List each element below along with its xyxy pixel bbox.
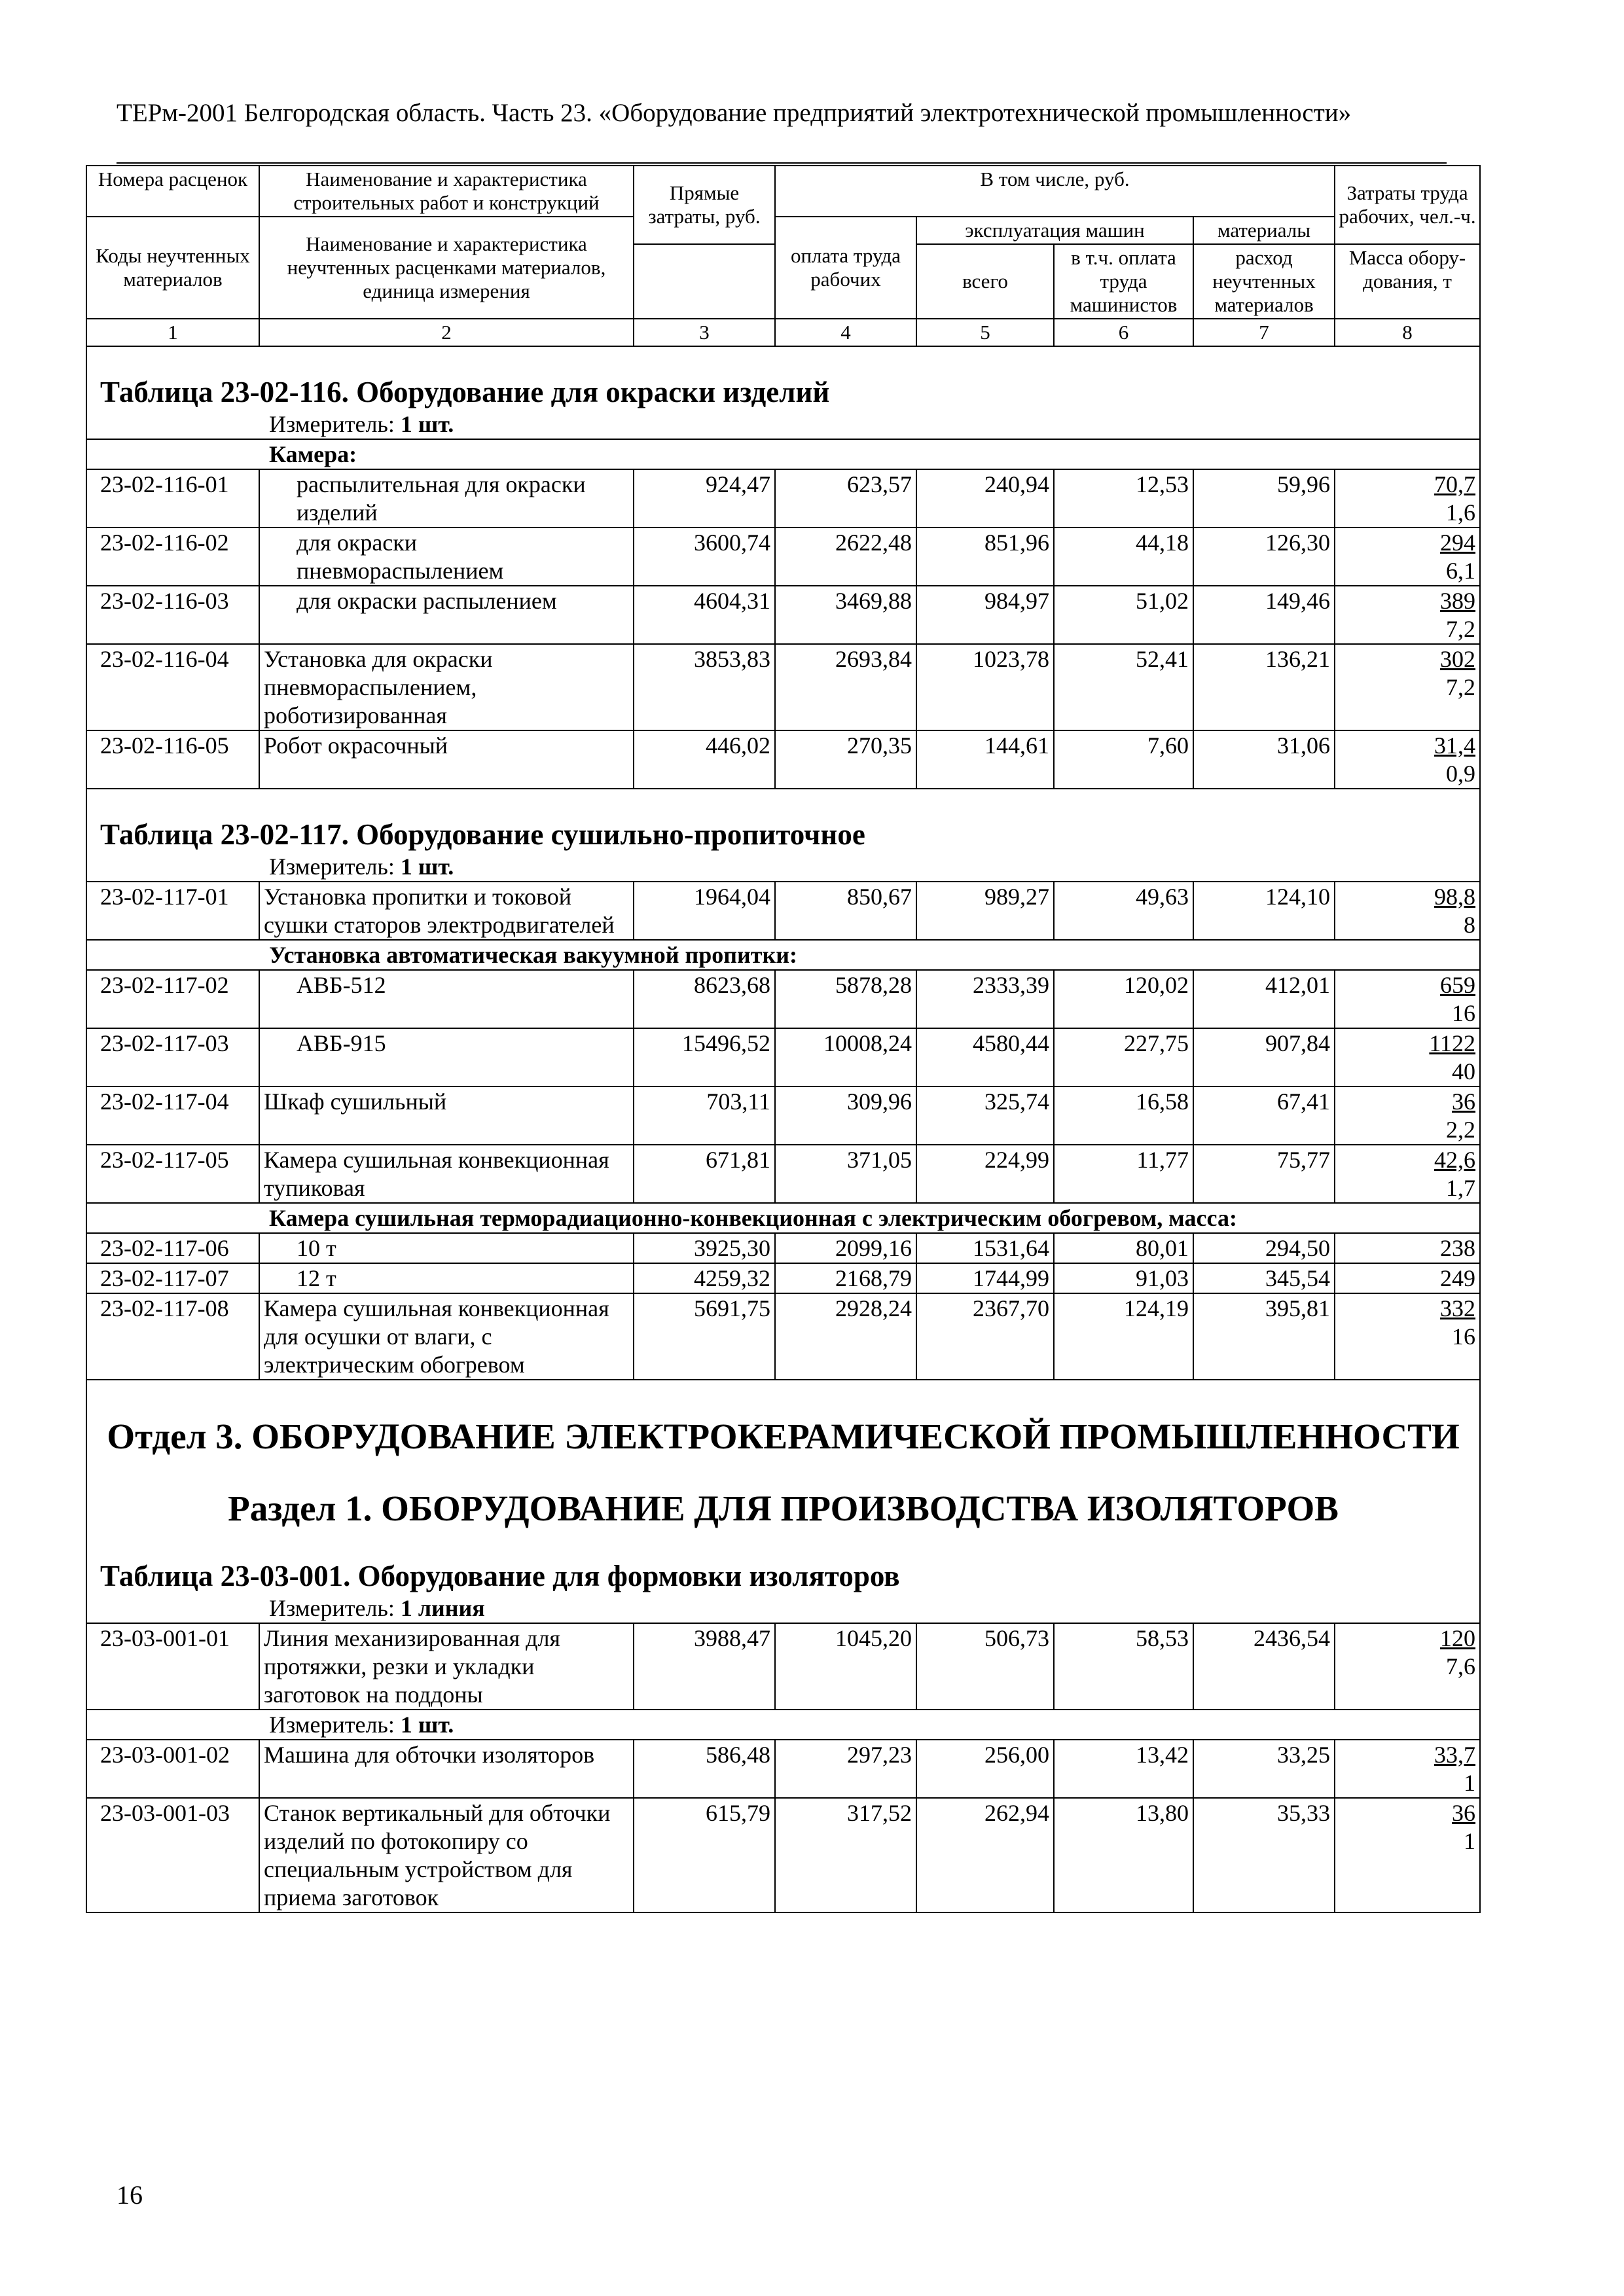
direct-costs: 3600,74 [634,528,775,586]
table-row [86,528,1480,586]
direct-costs: 1964,04 [634,882,775,940]
machine-costs: 224,99 [916,1145,1054,1203]
rate-name: распылительная для окраски изделий [259,469,634,528]
measure-value: 1 шт. [400,853,454,880]
labor-value: 36 [1452,1088,1476,1115]
col-mat-usage-header: расход неучтенных материалов [1193,244,1335,319]
labor-value: 33,7 [1434,1742,1476,1768]
materials-costs: 35,33 [1193,1798,1335,1912]
rate-code: 23-02-117-04 [86,1086,259,1145]
operator-wages: 124,19 [1054,1293,1193,1380]
table-row [86,1263,1480,1293]
col-wages-header: оплата труда рабочих [775,217,916,319]
labor-mass [1335,469,1480,528]
worker-wages: 309,96 [775,1086,916,1145]
col-number: 7 [1193,319,1335,346]
table-title: Таблица 23-02-116. Оборудование для окраски изделий [86,346,1480,410]
mass-value: 7,2 [1446,674,1476,700]
rate-name: 10 т [259,1233,634,1263]
worker-wages: 850,67 [775,882,916,940]
table-row [86,970,1480,1028]
machine-costs: 989,27 [916,882,1054,940]
machine-costs: 851,96 [916,528,1054,586]
operator-wages: 12,53 [1054,469,1193,528]
col-number: 3 [634,319,775,346]
col-number: 2 [259,319,634,346]
labor-mass [1335,1293,1480,1380]
rate-code: 23-02-117-05 [86,1145,259,1203]
rate-code: 23-02-116-05 [86,730,259,789]
mass-value: 6,1 [1446,558,1476,584]
col-mach-total-header: всего [916,244,1054,319]
mass-value: 16 [1452,1323,1476,1350]
col-material-codes-header: Коды неучтенных материалов [86,217,259,319]
col-including-header: В том числе, руб. [775,166,1335,217]
materials-costs: 294,50 [1193,1233,1335,1263]
materials-costs: 2436,54 [1193,1623,1335,1710]
operator-wages: 51,02 [1054,586,1193,644]
rate-name: АВБ-512 [259,970,634,1028]
group-heading: Установка автоматическая вакуумной пропитки: [86,940,1480,970]
materials-costs: 412,01 [1193,970,1335,1028]
table-row [86,469,1480,528]
col-direct-spacer [634,244,775,319]
machine-costs: 2333,39 [916,970,1054,1028]
labor-value: 36 [1452,1800,1476,1826]
direct-costs: 15496,52 [634,1028,775,1086]
materials-costs: 345,54 [1193,1263,1335,1293]
rate-name: Линия механизированная для протяжки, резки и укладки заготовок на поддоны [259,1623,634,1710]
col-mass-header: Масса обору-дования, т [1335,244,1480,319]
col-number: 4 [775,319,916,346]
rate-name: Камера сушильная конвекционная тупиковая [259,1145,634,1203]
rate-name: Робот окрасочный [259,730,634,789]
materials-costs: 907,84 [1193,1028,1335,1086]
labor-mass [1335,644,1480,730]
direct-costs: 3925,30 [634,1233,775,1263]
rate-code: 23-02-117-08 [86,1293,259,1380]
labor-mass [1335,528,1480,586]
operator-wages: 120,02 [1054,970,1193,1028]
direct-costs: 446,02 [634,730,775,789]
section-heading: Отдел 3. ОБОРУДОВАНИЕ ЭЛЕКТРОКЕРАМИЧЕСКОЙ ПРОМЫШЛЕННОСТИ [86,1380,1480,1459]
labor-value: 249 [1440,1265,1476,1291]
rate-code: 23-02-116-02 [86,528,259,586]
worker-wages: 2928,24 [775,1293,916,1380]
rate-name: Установка для окраски пневмораспылением, роботизированная [259,644,634,730]
direct-costs: 615,79 [634,1798,775,1912]
measure-value: 1 шт. [400,411,454,437]
measure-label: Измеритель: [269,853,395,880]
materials-costs: 126,30 [1193,528,1335,586]
col-materials-header: материалы [1193,217,1335,244]
rate-code: 23-02-117-01 [86,882,259,940]
materials-costs: 31,06 [1193,730,1335,789]
direct-costs: 671,81 [634,1145,775,1203]
measure-line [86,410,1480,439]
operator-wages: 11,77 [1054,1145,1193,1203]
materials-costs: 59,96 [1193,469,1335,528]
rate-code: 23-02-117-03 [86,1028,259,1086]
materials-costs: 75,77 [1193,1145,1335,1203]
rate-code: 23-02-117-06 [86,1233,259,1263]
col-direct-header: Прямые затраты, руб. [634,166,775,244]
rate-code: 23-02-116-01 [86,469,259,528]
direct-costs: 924,47 [634,469,775,528]
col-number: 6 [1054,319,1193,346]
mass-value: 7,2 [1446,616,1476,642]
direct-costs: 4259,32 [634,1263,775,1293]
labor-mass [1335,1263,1480,1293]
table-row [86,1086,1480,1145]
rate-code: 23-03-001-03 [86,1798,259,1912]
operator-wages: 58,53 [1054,1623,1193,1710]
col-number: 8 [1335,319,1480,346]
col-codes-header: Номера расценок [86,166,259,217]
group-heading: Камера сушильная терморадиационно-конвекционная с электрическим обогревом, масса: [86,1203,1480,1233]
rate-name: 12 т [259,1263,634,1293]
group-heading: Камера: [86,439,1480,469]
table-row [86,1145,1480,1203]
worker-wages: 10008,24 [775,1028,916,1086]
rate-code: 23-02-116-03 [86,586,259,644]
worker-wages: 2693,84 [775,644,916,730]
rate-name: для окраски распылением [259,586,634,644]
labor-value: 1122 [1429,1030,1476,1056]
rate-name: Камера сушильная конвекционная для осушки от влаги, с электрическим обогревом [259,1293,634,1380]
materials-costs: 136,21 [1193,644,1335,730]
operator-wages: 80,01 [1054,1233,1193,1263]
operator-wages: 44,18 [1054,528,1193,586]
materials-costs: 149,46 [1193,586,1335,644]
direct-costs: 703,11 [634,1086,775,1145]
labor-value: 389 [1440,588,1476,614]
mass-value: 1 [1464,1770,1476,1796]
machine-costs: 2367,70 [916,1293,1054,1380]
labor-mass [1335,1086,1480,1145]
labor-mass [1335,1740,1480,1798]
mass-value: 1 [1464,1828,1476,1854]
measure-value: 1 линия [400,1595,485,1621]
operator-wages: 13,80 [1054,1798,1193,1912]
labor-value: 238 [1440,1235,1476,1261]
rate-code: 23-02-117-02 [86,970,259,1028]
operator-wages: 52,41 [1054,644,1193,730]
worker-wages: 5878,28 [775,970,916,1028]
labor-mass [1335,1623,1480,1710]
labor-mass [1335,1028,1480,1086]
labor-value: 294 [1440,529,1476,556]
machine-costs: 144,61 [916,730,1054,789]
operator-wages: 16,58 [1054,1086,1193,1145]
operator-wages: 227,75 [1054,1028,1193,1086]
table-row [86,644,1480,730]
mass-value: 0,9 [1446,761,1476,787]
mass-value: 40 [1452,1058,1476,1085]
mass-value: 2,2 [1446,1117,1476,1143]
rate-code: 23-02-116-04 [86,644,259,730]
materials-costs: 395,81 [1193,1293,1335,1380]
labor-value: 31,4 [1434,732,1476,759]
measure-label: Измеритель: [269,1712,395,1738]
machine-costs: 262,94 [916,1798,1054,1912]
labor-value: 70,7 [1434,471,1476,497]
table-row [86,586,1480,644]
machine-costs: 984,97 [916,586,1054,644]
subsection-heading: Раздел 1. ОБОРУДОВАНИЕ ДЛЯ ПРОИЗВОДСТВА ИЗОЛЯТОРОВ [86,1459,1480,1531]
col-number: 5 [916,319,1054,346]
rate-name: АВБ-915 [259,1028,634,1086]
table-row [86,882,1480,940]
worker-wages: 2099,16 [775,1233,916,1263]
worker-wages: 371,05 [775,1145,916,1203]
direct-costs: 3988,47 [634,1623,775,1710]
col-labor-header: Затраты труда рабочих, чел.-ч. [1335,166,1480,244]
machine-costs: 4580,44 [916,1028,1054,1086]
mass-value: 16 [1452,1000,1476,1026]
mass-value: 7,6 [1446,1653,1476,1679]
mass-value: 8 [1464,912,1476,938]
direct-costs: 5691,75 [634,1293,775,1380]
measure-label: Измеритель: [269,411,395,437]
operator-wages: 49,63 [1054,882,1193,940]
labor-value: 120 [1440,1625,1476,1651]
machine-costs: 325,74 [916,1086,1054,1145]
worker-wages: 270,35 [775,730,916,789]
labor-mass [1335,730,1480,789]
price-table [86,165,1481,1913]
table-row [86,1623,1480,1710]
page-number: 16 [117,2180,143,2210]
table-body [86,346,1480,1912]
labor-mass [1335,1145,1480,1203]
materials-costs: 33,25 [1193,1740,1335,1798]
worker-wages: 3469,88 [775,586,916,644]
worker-wages: 1045,20 [775,1623,916,1710]
col-name-header: Наименование и характеристика строительных работ и конструкций [259,166,634,217]
col-material-name-header: Наименование и характеристика неучтенных расценками материалов, единица измерения [259,217,634,319]
table-title: Таблица 23-02-117. Оборудование сушильно-пропиточное [86,789,1480,852]
worker-wages: 297,23 [775,1740,916,1798]
machine-costs: 1531,64 [916,1233,1054,1263]
labor-value: 42,6 [1434,1147,1476,1173]
operator-wages: 91,03 [1054,1263,1193,1293]
labor-value: 302 [1440,646,1476,672]
table-row [86,1028,1480,1086]
page-header: ТЕРм-2001 Белгородская область. Часть 23. «Оборудование предприятий электротехнической промышленности» [117,99,1352,127]
labor-mass [1335,970,1480,1028]
materials-costs: 67,41 [1193,1086,1335,1145]
mass-value: 1,6 [1446,499,1476,526]
labor-mass [1335,1233,1480,1263]
table-row [86,1798,1480,1912]
table-row [86,1293,1480,1380]
table-row [86,1233,1480,1263]
rate-code: 23-03-001-02 [86,1740,259,1798]
mass-value: 1,7 [1446,1175,1476,1201]
operator-wages: 13,42 [1054,1740,1193,1798]
table-row [86,730,1480,789]
operator-wages: 7,60 [1054,730,1193,789]
rate-name: Шкаф сушильный [259,1086,634,1145]
machine-costs: 256,00 [916,1740,1054,1798]
table-title: Таблица 23-03-001. Оборудование для формовки изоляторов [86,1531,1480,1594]
col-machines-header: эксплуатация машин [916,217,1193,244]
machine-costs: 506,73 [916,1623,1054,1710]
materials-costs: 124,10 [1193,882,1335,940]
labor-value: 659 [1440,972,1476,998]
rate-name: Установка пропитки и токовой сушки статоров электродвигателей [259,882,634,940]
machine-costs: 1023,78 [916,644,1054,730]
worker-wages: 2168,79 [775,1263,916,1293]
col-number: 1 [86,319,259,346]
col-mach-wages-header: в т.ч. оплата труда машинистов [1054,244,1193,319]
worker-wages: 317,52 [775,1798,916,1912]
measure-line [86,1594,1480,1623]
header-rule [117,162,1447,164]
direct-costs: 4604,31 [634,586,775,644]
labor-mass [1335,882,1480,940]
labor-mass [1335,1798,1480,1912]
rate-name: для окраски пневмораспылением [259,528,634,586]
measure-value: 1 шт. [400,1712,454,1738]
worker-wages: 623,57 [775,469,916,528]
labor-mass [1335,586,1480,644]
measure-line [86,1710,1480,1740]
rate-code: 23-02-117-07 [86,1263,259,1293]
direct-costs: 586,48 [634,1740,775,1798]
machine-costs: 1744,99 [916,1263,1054,1293]
machine-costs: 240,94 [916,469,1054,528]
labor-value: 332 [1440,1295,1476,1321]
direct-costs: 3853,83 [634,644,775,730]
measure-line [86,852,1480,882]
rate-code: 23-03-001-01 [86,1623,259,1710]
rate-name: Машина для обточки изоляторов [259,1740,634,1798]
direct-costs: 8623,68 [634,970,775,1028]
measure-label: Измеритель: [269,1595,395,1621]
worker-wages: 2622,48 [775,528,916,586]
rate-name: Станок вертикальный для обточки изделий по фотокопиру со специальным устройством для приема заготовок [259,1798,634,1912]
labor-value: 98,8 [1434,884,1476,910]
table-row [86,1740,1480,1798]
